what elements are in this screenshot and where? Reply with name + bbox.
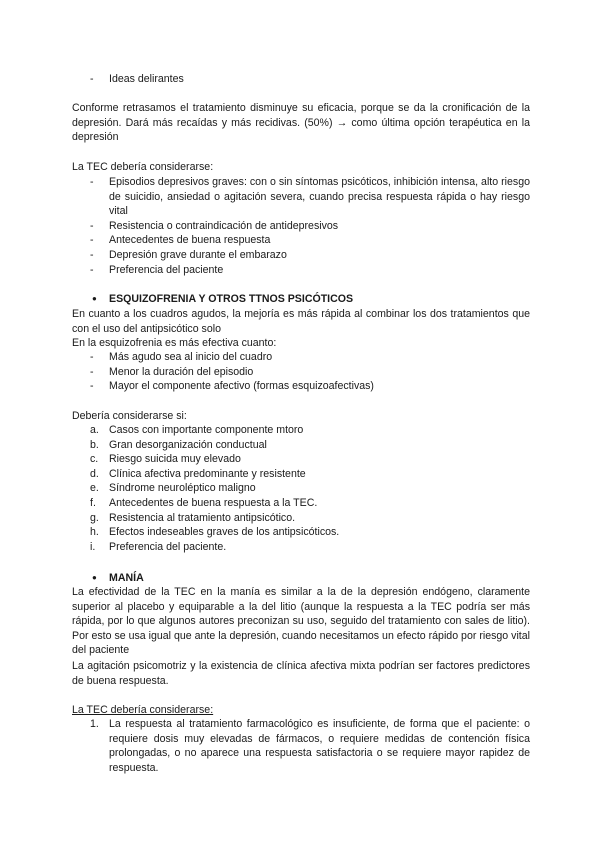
list-item-text: Menor la duración del episodio xyxy=(109,365,254,378)
list-item xyxy=(72,423,530,438)
list-item-text: Resistencia al tratamiento antipsicótico. xyxy=(109,511,296,524)
dash-marker: - xyxy=(90,73,94,85)
tec-list xyxy=(72,175,530,277)
list-marker: c. xyxy=(90,453,99,466)
list-item-text: Clínica afectiva predominante y resistente xyxy=(109,467,306,480)
list-item-text: Síndrome neuroléptico maligno xyxy=(109,482,256,495)
list-item xyxy=(72,496,530,511)
list-marker: g. xyxy=(90,511,99,524)
dash-marker: - xyxy=(90,380,94,393)
list-marker: b. xyxy=(90,438,99,451)
esq-list xyxy=(72,350,530,394)
list-item-text: Depresión grave durante el embarazo xyxy=(109,248,287,261)
list-item xyxy=(72,511,530,526)
list-item-text: La respuesta al tratamiento farmacológico es insuficiente, de forma que el paciente: o requiere dosis muy elevadas de fármacos, o requiere medidas de contención física prolongadas, o no aparece una respuesta satisfactoria o se requiere mayor rapidez de respuesta. xyxy=(109,718,530,774)
list-marker: e. xyxy=(90,482,99,495)
top-list xyxy=(72,72,530,87)
heading-text: ESQUIZOFRENIA Y OTROS TTNOS PSICÓTICOS xyxy=(109,293,354,305)
dash-marker: - xyxy=(90,234,94,247)
tec-intro: La TEC debería considerarse: xyxy=(72,161,214,173)
lettered-list xyxy=(72,423,530,554)
list-item-text: Episodios depresivos graves: con o sin síntomas psicóticos, inhibición intensa, alto riesgo de suicidio, ansiedad o agitación severa, cuando precisa respuesta rápida o hay riesgo vital xyxy=(109,176,530,218)
dash-marker: - xyxy=(90,248,94,261)
bullet-icon: ● xyxy=(92,294,97,303)
dash-marker: - xyxy=(90,263,94,276)
numbered-list xyxy=(72,717,530,775)
list-item xyxy=(72,263,530,278)
list-item xyxy=(72,452,530,467)
paragraph-mania-1: La efectividad de la TEC en la manía es similar a la de la depresión endógeno, claramente superior al placebo y equiparable a la del litio (aunque la respuesta a la TEC podría ser más rápida, por lo que algunos autores preconizan su uso, seguido del tratamiento con sales de litio). Por esto se usa igual que ante la depresión, cuando necesitamos un efecto rápido por riesgo vital del paciente xyxy=(72,586,530,657)
list-item-text: Ideas delirantes xyxy=(109,73,184,85)
paragraph-esq-2: En la esquizofrenia es más efectiva cuanto: xyxy=(72,337,277,349)
dash-marker: - xyxy=(90,351,94,363)
list-item xyxy=(72,365,530,380)
list-marker: h. xyxy=(90,526,99,539)
list-item-text: Resistencia o contraindicación de antidepresivos xyxy=(109,219,339,232)
heading-text: MANÍA xyxy=(109,572,144,584)
list-item-text: Antecedentes de buena respuesta xyxy=(109,234,271,247)
paragraph-mania-2: La agitación psicomotriz y la existencia de clínica afectiva mixta podrían ser factores predictores de buena respuesta. xyxy=(72,660,530,687)
list-marker: f. xyxy=(90,496,96,509)
list-item xyxy=(72,379,530,394)
dash-marker: - xyxy=(90,365,94,378)
section-heading-mania xyxy=(72,571,530,586)
esq-consider: Debería considerarse si: xyxy=(72,410,187,422)
list-item-text: Casos con importante componente mtoro xyxy=(109,424,304,436)
list-item xyxy=(72,248,530,263)
list-item xyxy=(72,540,530,555)
list-item-text: Preferencia del paciente xyxy=(109,263,224,276)
list-item xyxy=(72,219,530,234)
dash-marker: - xyxy=(90,176,94,188)
list-item xyxy=(72,350,530,365)
bullet-icon: ● xyxy=(92,573,97,582)
section-heading-esquizofrenia xyxy=(72,292,530,307)
list-item-text: Antecedentes de buena respuesta a la TEC. xyxy=(109,496,318,509)
list-item xyxy=(72,72,530,87)
list-item xyxy=(72,481,530,496)
list-item xyxy=(72,175,530,219)
paragraph-esq-1: En cuanto a los cuadros agudos, la mejoría es más rápida al combinar los dos tratamientos que con el uso del antipsicótico solo xyxy=(72,308,530,335)
list-item-text: Gran desorganización conductual xyxy=(109,438,267,451)
list-item-text: Mayor el componente afectivo (formas esquizoafectivas) xyxy=(109,380,374,393)
list-marker: a. xyxy=(90,424,99,436)
mania-consider: La TEC debería considerarse: xyxy=(72,704,214,716)
list-item-text: Más agudo sea al inicio del cuadro xyxy=(109,351,273,363)
list-item xyxy=(72,525,530,540)
paragraph-retraso: Conforme retrasamos el tratamiento disminuye su eficacia, porque se da la cronificación de la depresión. Dará más recaídas y más recidivas. (50%) → como última opción terapéutica en la depresión xyxy=(72,102,530,144)
list-item-text: Riesgo suicida muy elevado xyxy=(109,453,241,466)
list-marker: 1. xyxy=(90,718,99,730)
list-item xyxy=(72,467,530,482)
list-item-text: Efectos indeseables graves de los antipsicóticos. xyxy=(109,526,340,539)
list-marker: d. xyxy=(90,467,99,480)
list-marker: i. xyxy=(90,540,96,553)
list-item xyxy=(72,717,530,775)
dash-marker: - xyxy=(90,219,94,232)
list-item xyxy=(72,233,530,248)
list-item xyxy=(72,438,530,453)
list-item-text: Preferencia del paciente. xyxy=(109,540,227,553)
